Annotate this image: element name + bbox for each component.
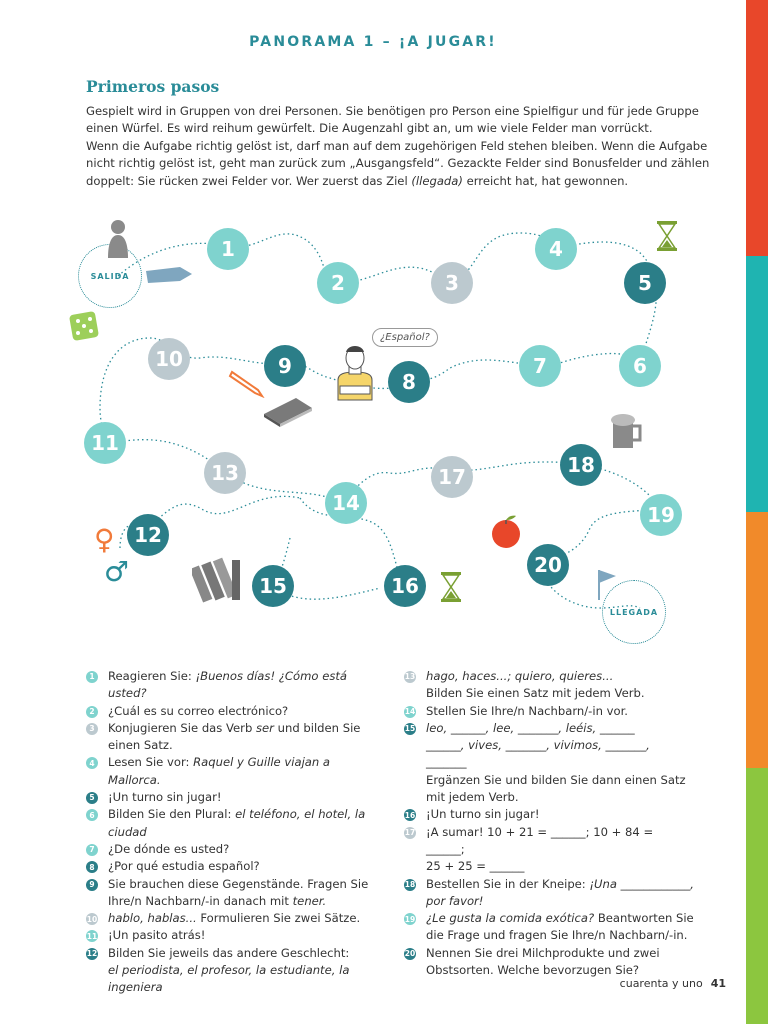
task-text-italic: ¿Le gusta la comida exótica? (426, 911, 595, 926)
field-2: 2 (317, 262, 359, 304)
beer-icon (610, 412, 644, 452)
student-icon (330, 342, 380, 402)
task-text: Ergänzen Sie und bilden Sie dann einen Satz mit jedem Verb. (426, 772, 686, 805)
task-number-6: 6 (86, 809, 98, 821)
task-text: ¿Por qué estudia español? (108, 859, 260, 874)
task-text-italic: hablo, hablas... (108, 911, 197, 926)
task-column-left (86, 668, 376, 997)
task-text-italic: Raquel y Guille viajan a Mallorca. (108, 755, 331, 787)
task-1 (86, 668, 376, 703)
field-17: 17 (431, 456, 473, 498)
task-17 (404, 824, 694, 876)
start-field: SALIDA (78, 244, 142, 308)
task-number-4: 4 (86, 757, 98, 769)
task-11 (86, 927, 376, 944)
task-number-2: 2 (86, 706, 98, 718)
task-7 (86, 841, 376, 858)
task-number-1: 1 (86, 671, 98, 683)
task-text: Bestellen Sie in der Kneipe: (426, 876, 590, 891)
task-number-20: 20 (404, 949, 416, 959)
field-18: 18 (560, 444, 602, 486)
task-text: ¡Un pasito atrás! (108, 928, 206, 943)
intro-text-c: erreicht hat, hat gewonnen. (462, 173, 629, 188)
field-20: 20 (527, 544, 569, 586)
field-6: 6 (619, 345, 661, 387)
field-14: 14 (325, 482, 367, 524)
task-text-italic: hago, haces...; quiero, quieres... (426, 669, 614, 683)
task-12 (86, 945, 376, 997)
task-19 (404, 910, 694, 945)
field-1: 1 (207, 228, 249, 270)
task-text-italic: ______, vives, _______, vivimos, _______, _______ (426, 738, 650, 770)
field-7: 7 (519, 345, 561, 387)
intro-paragraph-1: Gespielt wird in Gruppen von drei Personen. Sie benötigen pro Person eine Spielfigur und für jede Gruppe einen Würfel. Es wird reihum gewürfelt. Die Augenzahl gibt an, um wie viele Felder man vorrückt. (86, 104, 699, 136)
color-bar-orange (746, 512, 768, 768)
task-text: Reagieren Sie: (108, 669, 196, 683)
task-2 (86, 703, 376, 720)
color-bar-green (746, 768, 768, 1024)
task-3 (86, 720, 376, 755)
intro-paragraph-2 (86, 138, 712, 190)
task-text-italic: ser (256, 720, 274, 735)
task-text: Konjugieren Sie das Verb (108, 720, 256, 735)
task-number-14: 14 (404, 706, 416, 716)
task-text: und bilden Sie einen Satz. (108, 720, 361, 753)
task-text-italic: leo, ______, lee, _______, leéis, ______ (426, 720, 635, 735)
flag-icon (594, 568, 620, 602)
field-5: 5 (624, 262, 666, 304)
male-symbol-icon: ♂ (104, 555, 130, 588)
page-footer (560, 977, 726, 990)
task-number-19: 19 (404, 914, 416, 924)
task-4 (86, 754, 376, 789)
task-text-italic: ¡Buenos días! ¿Cómo está usted? (108, 669, 348, 701)
task-text-italic: el periodista, el profesor, la estudiante, la ingeniera (108, 963, 350, 995)
section-title: Primeros pasos (86, 77, 220, 96)
intro-text (86, 103, 712, 190)
field-13: 13 (204, 452, 246, 494)
task-text: Formulieren Sie zwei Sätze. (196, 911, 361, 926)
task-20 (404, 945, 694, 980)
pawn-icon (104, 218, 140, 268)
task-10 (86, 910, 376, 927)
task-number-17: 17 (404, 828, 416, 838)
hourglass-icon (656, 220, 678, 252)
field-15: 15 (252, 565, 294, 607)
task-number-3: 3 (86, 723, 98, 735)
task-text: ¡Un turno sin jugar! (108, 790, 222, 805)
task-number-13: 13 (404, 672, 416, 682)
task-text: Beantworten Sie die Frage und fragen Sie Ihre/n Nachbarn/-in. (426, 911, 694, 943)
apple-icon (488, 512, 524, 550)
task-text: Bilden Sie jeweils das andere Geschlecht: (108, 945, 350, 960)
task-text: ¿De dónde es usted? (108, 841, 230, 856)
task-text: ¡Un turno sin jugar! (426, 807, 540, 822)
task-text: Sie brauchen diese Gegenstände. Fragen Sie Ihre/n Nachbarn/-in danach mit (108, 876, 369, 908)
field-9: 9 (264, 345, 306, 387)
finish-field: LLEGADA (602, 580, 666, 644)
task-text: Stellen Sie Ihre/n Nachbarn/-in vor. (426, 703, 628, 718)
task-15 (404, 720, 694, 806)
task-number-7: 7 (86, 844, 98, 856)
dice-icon (68, 310, 102, 344)
task-6 (86, 806, 376, 841)
footer-text: cuarenta y uno (619, 977, 703, 990)
field-11: 11 (84, 422, 126, 464)
task-text-italic: tener. (292, 893, 327, 908)
task-number-9: 9 (86, 879, 98, 891)
color-bar-teal (746, 256, 768, 512)
field-8: 8 (388, 361, 430, 403)
start-arrow-icon (144, 265, 194, 285)
hourglass-icon-2 (440, 571, 462, 603)
game-board (0, 208, 746, 648)
task-text: Bilden Sie den Plural: (108, 807, 236, 822)
task-8 (86, 858, 376, 875)
page-title: PANORAMA 1 – ¡A JUGAR! (249, 34, 497, 50)
field-10: 10 (148, 338, 190, 380)
task-text: Bilden Sie einen Satz mit jedem Verb. (426, 686, 645, 701)
task-text: ¡A sumar! 10 + 21 = ______; 10 + 84 = ______; (426, 824, 654, 856)
task-text-italic: ¡Una ____________, por favor! (426, 876, 694, 908)
field-3: 3 (431, 262, 473, 304)
task-column-right (404, 668, 694, 979)
page-number: 41 (710, 977, 726, 990)
task-text: Lesen Sie vor: (108, 755, 194, 770)
books-icon (192, 554, 244, 606)
task-5 (86, 789, 376, 806)
field-19: 19 (640, 494, 682, 536)
task-18 (404, 876, 694, 911)
task-14 (404, 703, 694, 720)
field-4: 4 (535, 228, 577, 270)
task-number-10: 10 (86, 914, 98, 924)
task-text: Nennen Sie drei Milchprodukte und zwei Obstsorten. Welche bevorzugen Sie? (426, 945, 660, 978)
task-number-16: 16 (404, 810, 416, 820)
task-number-18: 18 (404, 879, 416, 889)
book-icon (260, 394, 314, 428)
task-number-15: 15 (404, 724, 416, 734)
field-16: 16 (384, 565, 426, 607)
task-number-11: 11 (86, 931, 98, 941)
task-number-8: 8 (86, 861, 98, 873)
task-9 (86, 876, 376, 911)
female-symbol-icon: ♀ (94, 523, 115, 556)
task-number-5: 5 (86, 792, 98, 804)
color-bar-red (746, 0, 768, 256)
field-12: 12 (127, 514, 169, 556)
task-text-italic: el teléfono, el hotel, la ciudad (108, 807, 366, 839)
task-text: ¿Cuál es su correo electrónico? (108, 703, 289, 718)
task-16 (404, 806, 694, 823)
speech-bubble: ¿Español? (372, 328, 438, 347)
task-number-12: 12 (86, 949, 98, 959)
task-text: 25 + 25 = ______ (426, 859, 525, 874)
task-13 (404, 668, 694, 703)
intro-text-llegada: (llegada) (411, 173, 463, 188)
intro-text-a: Wenn die Aufgabe richtig gelöst ist, darf man auf dem zugehörigen Feld stehen bleiben. Wenn die Aufgabe nicht richtig gelöst ist, geht man zurück zum „Ausgangsfeld“. Gezackte Felder sind Bonusfelder und zählen doppelt: Sie rücken zwei Felder vor. Wer zuerst das Ziel (86, 138, 710, 188)
